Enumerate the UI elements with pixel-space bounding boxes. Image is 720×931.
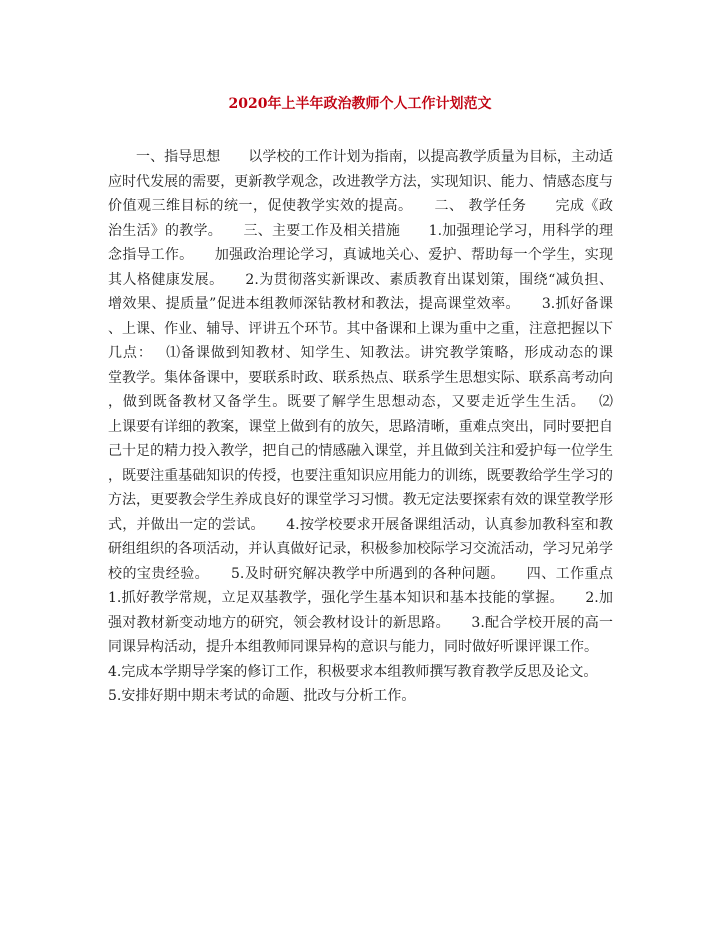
- body-line: 校的宝贵经验。 5.及时研究解决教学中所遇到的各种问题。 四、工作重点: [108, 565, 613, 582]
- body-line: 一、指导思想 以学校的工作计划为指南，以提高教学质量为目标，主动适: [108, 149, 613, 165]
- body-line: 增效果、提质量”促进本组教师深钻教材和教法，提高课堂效率。 3.抓好备课: [108, 296, 613, 312]
- body-line: 1.抓好教学常规，立足双基教学，强化学生基本知识和基本技能的掌握。 2.加: [108, 590, 613, 606]
- document-body: [108, 145, 613, 709]
- body-line: 强对教材新变动地方的研究，领会教材设计的新思路。 3.配合学校开展的高一: [108, 614, 613, 631]
- body-line: 念指导工作。 加强政治理论学习，真诚地关心、爱护、帮助每一个学生，实现: [108, 247, 613, 263]
- body-line: 己十足的精力投入教学，把自己的情感融入课堂，并且做到关注和爱护每一位学生: [108, 443, 613, 459]
- body-line: ，既要注重基础知识的传授，也要注重知识应用能力的训练，既要教给学生学习的: [108, 467, 613, 484]
- body-line: 上课要有详细的教案，课堂上做到有的放矢，思路清晰，重难点突出，同时要把自: [108, 418, 613, 435]
- body-line: 价值观三维目标的统一，促使教学实效的提高。 二、 教学任务 完成《政: [108, 198, 613, 214]
- body-line: 其人格健康发展。 2.为贯彻落实新课改、素质教育出谋划策，围绕“减负担、: [108, 271, 613, 288]
- body-line: 几点： ⑴备课做到知教材、知学生、知教法。讲究教学策略，形成动态的课: [108, 345, 613, 361]
- body-line: 式，并做出一定的尝试。 4.按学校要求开展备课组活动，认真参加教科室和教: [108, 516, 613, 533]
- body-line: 4.完成本学期导学案的修订工作，积极要求本组教师撰写教育教学反思及论文。: [108, 663, 598, 680]
- body-line: 5.安排好期中期末考试的命题、批改与分析工作。: [108, 688, 416, 704]
- body-line: 堂教学。集体备课中，要联系时政、联系热点、联系学生思想实际、联系高考动向: [108, 369, 613, 386]
- body-line: 同课异构活动，提升本组教师同课异构的意识与能力，同时做好听课评课工作。: [108, 639, 598, 655]
- body-line: 治生活》的教学。 三、主要工作及相关措施 1.加强理论学习，用科学的理: [108, 222, 613, 239]
- body-line: 、上课、作业、辅导、评讲五个环节。其中备课和上课为重中之重，注意把握以下: [108, 320, 613, 337]
- document-title: 2020年上半年政治教师个人工作计划范文: [228, 96, 492, 112]
- body-line: 方法，更要教会学生养成良好的课堂学习习惯。教无定法要探索有效的课堂教学形: [108, 492, 613, 508]
- body-line: 研组组织的各项活动，并认真做好记录，积极参加校际学习交流活动，学习兄弟学: [108, 541, 613, 557]
- body-line: 应时代发展的需要，更新教学观念，改进教学方法，实现知识、能力、情感态度与: [108, 173, 613, 190]
- body-line: ，做到既备教材又备学生。既要了解学生思想动态，又要走近学生生活。 ⑵: [108, 394, 613, 410]
